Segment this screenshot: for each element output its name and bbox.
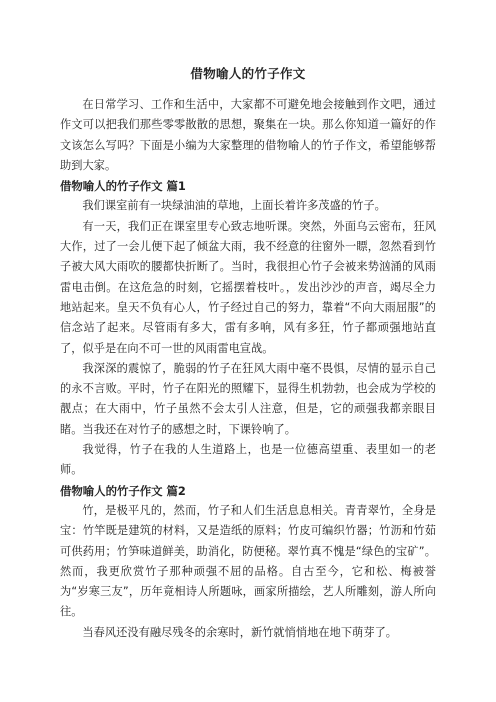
body-paragraph: 竹，是极平凡的，然而，竹子和人们生活息息相关。青青翠竹，全身是宝：竹竿既是建筑的材料，又是造纸的原料；竹皮可编织竹器；竹沥和竹茹可供药用；竹笋味道鲜美，助消化，防便秘。翠竹真不愧是“绿色的宝矿”。然而，我更欣赏竹子那种顽强不屈的品格。自古至今，它和松、梅被誉为“岁寒三友”，历年竟相诗人所题咏，画家所描绘，艺人所雕刻，游人所向往。 [60,503,436,619]
body-paragraph: 我觉得，竹子在我的人生道路上，也是一位德高望重、表里如一的老师。 [60,443,436,477]
intro-paragraph: 在日常学习、工作和生活中，大家都不可避免地会接触到作文吧，通过作文可以把我们那些零零散散的思想，聚集在一块。那么你知道一篇好的作文该怎么写吗？下面是小编为大家整理的借物喻人的竹子作文，希望能够帮助到大家。 [60,98,436,172]
section-heading: 借物喻人的竹子作文 篇1 [60,179,186,194]
section-2 [60,481,436,643]
body-paragraph: 当春风还没有融尽残冬的余寒时，新竹就悄悄地在地下萌芽了。 [82,625,398,639]
section-heading: 借物喻人的竹子作文 篇2 [60,483,186,498]
body-paragraph: 我深深的震惊了，脆弱的竹子在狂风大雨中毫不畏惧，尽情的显示自己的永不言败。平时，竹子在阳光的照耀下，显得生机勃勃，也会成为学校的靓点；在大雨中，竹子虽然不会太引人注意，但是，它的顽强我都亲眼目睹。当我还在对竹子的感想之时，下课铃响了。 [60,361,436,436]
body-paragraph: 有一天，我们正在课室里专心致志地听课。突然，外面乌云密布，狂风大作，过了一会儿便下起了倾盆大雨，我不经意的往窗外一瞟，忽然看到竹子被大风大雨吹的腰都快折断了。当时，我很担心竹子会被来势汹涌的风雨雷电击倒。在这危急的时刻，它摇摆着枝叶。，发出沙沙的声音，竭尽全力地站起来。皇天不负有心人，竹子经过自己的努力，靠着“不向大雨屈服”的信念站了起来。尽管雨有多大，雷有多响，风有多狂，竹子都顽强地站直了，似乎是在向不可一世的风雨雷电宣战。 [60,219,436,355]
body-paragraph: 我们课室前有一块绿油油的草地，上面长着许多茂盛的竹子。 [82,199,386,213]
section-1 [60,176,436,480]
document-title: 借物喻人的竹子作文 [190,66,306,81]
